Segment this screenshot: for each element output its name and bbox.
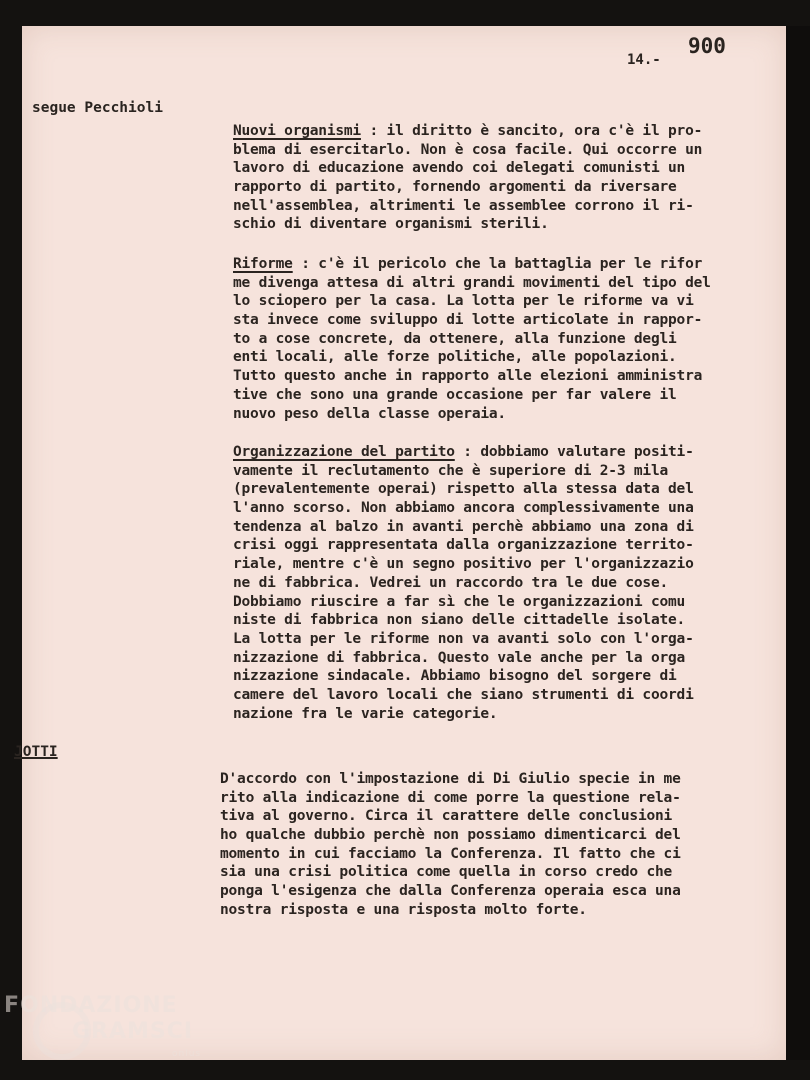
text-line: riale, mentre c'è un segno positivo per l'organizzazio xyxy=(233,556,694,573)
speaker-label-pecchioli: segue Pecchioli xyxy=(32,100,163,116)
text-line: sia una crisi politica come quella in corso credo che xyxy=(220,864,673,881)
text-line: ponga l'esigenza che dalla Conferenza operaia esca una xyxy=(220,883,681,900)
speaker-label-jotti: JOTTI xyxy=(14,744,58,760)
text-line: nostra risposta e una risposta molto forte. xyxy=(220,901,587,918)
text-line: me divenga attesa di altri grandi movimenti del tipo del xyxy=(233,274,711,291)
text-line: ne di fabbrica. Vedrei un raccordo tra le due cose. xyxy=(233,574,669,591)
text-line: rito alla indicazione di come porre la questione rela- xyxy=(220,789,681,806)
text-line: enti locali, alle forze politiche, alle popolazioni. xyxy=(233,349,677,366)
text-line: tiva al governo. Circa il carattere delle conclusioni xyxy=(220,808,673,825)
watermark-line-3: onlus xyxy=(172,1049,202,1059)
text-line: Dobbiamo riuscire a far sì che le organizzazioni comu xyxy=(233,593,686,610)
text-line: to a cose concrete, da ottenere, alla funzione degli xyxy=(233,330,677,347)
paragraph-riforme xyxy=(233,255,753,423)
section-heading: Riforme xyxy=(233,256,293,272)
paragraph-nuovi-organismi xyxy=(233,122,753,234)
text-line: crisi oggi rappresentata dalla organizzazione territo- xyxy=(233,537,694,554)
text-line: (prevalentemente operai) rispetto alla stessa data del xyxy=(233,481,694,498)
text-line: l'anno scorso. Non abbiamo ancora complessivamente una xyxy=(233,500,694,517)
text-line: nizzazione sindacale. Abbiamo bisogno del sorgere di xyxy=(233,668,677,685)
fondazione-gramsci-watermark xyxy=(0,965,210,1065)
section-heading: Organizzazione del partito xyxy=(233,444,455,460)
text-line: Tutto questo anche in rapporto alle elezioni amministra xyxy=(233,368,703,385)
section-heading: Nuovi organismi xyxy=(233,123,361,139)
text-line: nell'assemblea, altrimenti le assemblee corrono il ri- xyxy=(233,197,694,214)
text-line: ho qualche dubbio perchè non possiamo dimenticarci del xyxy=(220,827,681,844)
page-number: 14.- xyxy=(627,52,661,68)
text-line: Nuovi organismi : il diritto è sancito, ora c'è il pro- xyxy=(233,123,703,139)
text-line: schio di diventare organismi sterili. xyxy=(233,216,549,233)
text-line: camere del lavoro locali che siano strumenti di coordi xyxy=(233,686,694,703)
paragraph-jotti xyxy=(220,770,740,920)
scan-edge xyxy=(786,26,810,1060)
text-line: rapporto di partito, fornendo argomenti da riversare xyxy=(233,179,677,196)
text-line: nuovo peso della classe operaia. xyxy=(233,405,506,422)
text-line: Organizzazione del partito : dobbiamo valutare positi- xyxy=(233,444,694,460)
text-line: niste di fabbrica non siano delle cittadelle isolate. xyxy=(233,612,686,629)
text-line: momento in cui facciamo la Conferenza. Il fatto che ci xyxy=(220,845,681,862)
text-line: La lotta per le riforme non va avanti solo con l'orga- xyxy=(233,630,694,647)
text-line: sta invece come sviluppo di lotte articolate in rappor- xyxy=(233,312,703,329)
paragraph-organizzazione-partito xyxy=(233,443,753,723)
text-line: lavoro di educazione avendo coi delegati comunisti un xyxy=(233,160,686,177)
text-line: D'accordo con l'impostazione di Di Giulio specie in me xyxy=(220,771,681,787)
archive-stamp-number: 900 xyxy=(688,34,726,58)
text-line: tendenza al balzo in avanti perchè abbiamo una zona di xyxy=(233,518,694,535)
text-line: tive che sono una grande occasione per far valere il xyxy=(233,386,677,403)
text-line: nizzazione di fabbrica. Questo vale anche per la orga xyxy=(233,649,686,666)
text-line: Riforme : c'è il pericolo che la battaglia per le rifor xyxy=(233,256,703,272)
text-line: blema di esercitarlo. Non è cosa facile. Qui occorre un xyxy=(233,141,703,158)
text-line: nazione fra le varie categorie. xyxy=(233,705,498,722)
watermark-line-1: FONDAZIONE xyxy=(4,993,178,1018)
text-line: vamente il reclutamento che è superiore di 2-3 mila xyxy=(233,462,669,479)
text-line: lo sciopero per la casa. La lotta per le riforme va vi xyxy=(233,293,694,310)
watermark-line-2: GRAMSCI xyxy=(72,1019,194,1044)
